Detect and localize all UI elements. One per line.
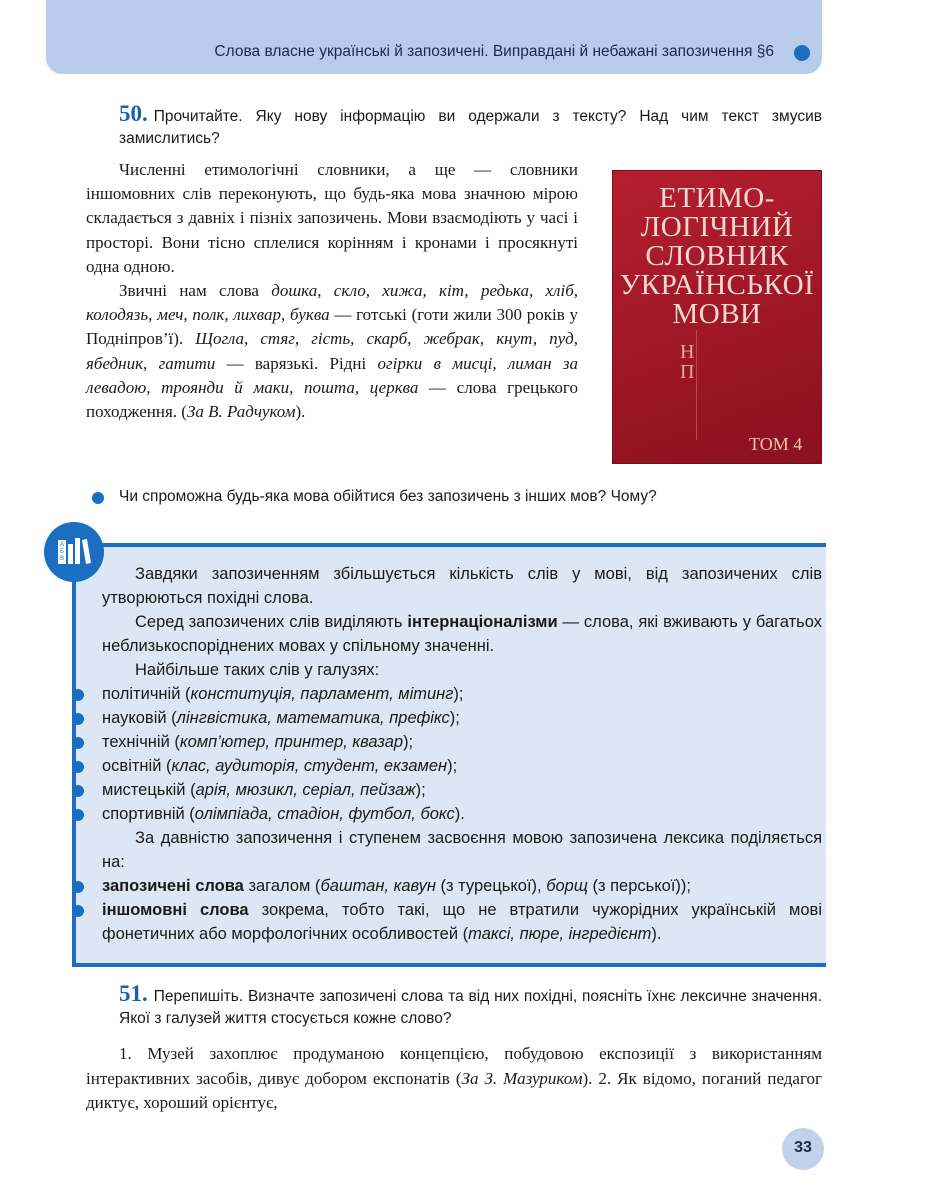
text-run: Звичні нам слова (119, 281, 272, 301)
exercise-51-instruction: Перепишіть. Визначте запозичені слова та від них похідні, поясніть їхнє лексичне значення. Якої з галузей життя стосується кожне слово? (119, 988, 822, 1027)
text-run: ); (453, 685, 464, 703)
term-internationalisms: інтернаціоналізми (407, 613, 558, 631)
exercise-50-paragraph-2 (86, 279, 578, 424)
list-item (68, 754, 822, 778)
field-name: науковій ( (102, 709, 177, 727)
theory-paragraph-3: Найбільше таких слів у галузях: (135, 661, 380, 679)
page-number: 33 (794, 1139, 812, 1156)
running-header (46, 0, 822, 74)
text-run: (з перської)); (587, 877, 691, 895)
field-name: спортивній ( (102, 805, 195, 823)
field-name: освітній ( (102, 757, 172, 775)
source-citation: За В. Радчуком (186, 402, 296, 422)
gothic-words: дошка, скло, хижа, кіт, редька, хліб, колодязь, меч, полк, лихвар, буква (86, 281, 578, 325)
books-abc-icon (44, 522, 104, 582)
fields-list (102, 682, 822, 826)
field-examples: олімпіада, стадіон, футбол, бокс (194, 805, 455, 823)
book-cover-volume: ТОМ 4 (749, 434, 803, 454)
text-run: ); (415, 781, 426, 799)
text-run: ); (449, 709, 460, 727)
term-foreign-words: іншомовні слова (102, 901, 249, 919)
list-item (68, 802, 822, 826)
text-run: ); (447, 757, 458, 775)
field-name: технічній ( (102, 733, 180, 751)
field-examples: комп’ютер, принтер, квазар (179, 733, 404, 751)
header-dot-icon (794, 45, 810, 61)
exercise-51-task (119, 983, 822, 1030)
list-item (68, 778, 822, 802)
svg-text:А: А (59, 542, 65, 548)
text-run: ). (454, 805, 465, 823)
exercise-50-paragraph-1: Численні етимологічні словники, а ще — словники іншомовних слів переконують, що будь-яка мова значною мірою складається з давніх і пізніх запозичень. Мови взаємодіють у часі і просторі. Вони тісно сплелися корінням і кронами і просякнуті одна одною. (86, 160, 578, 276)
list-item (68, 706, 822, 730)
exercise-51-text (86, 1042, 822, 1116)
field-examples: лінгвістика, математика, префікс (176, 709, 450, 727)
list-item (68, 898, 822, 946)
exercise-51-paragraph (86, 1042, 822, 1116)
list-item (68, 682, 822, 706)
text-run: — варязькі. Рідні (215, 353, 378, 373)
running-header-title: Слова власне українські й запозичені. Виправдані й небажані запозичення §6 (214, 43, 774, 60)
text-run: зокрема, тобто такі, що не втратили чужорідних українській мові фонетичних або морфологічних особливостей ( (102, 901, 822, 943)
exercise-50-task (119, 103, 822, 150)
list-item (68, 874, 822, 898)
greek-words: огірки в мисці, лиман за левадою, троянди й маки, пошта, церква (86, 353, 578, 397)
field-examples: арія, мюзикл, серіал, пейзаж (195, 781, 416, 799)
text-run: 1. Музей захоплює продуманою концепцією, побудовою експозиції з використанням інтерактивних засобів, дивує добором експонатів ( (86, 1044, 822, 1088)
field-name: мистецькій ( (102, 781, 196, 799)
theory-paragraph-2 (102, 610, 822, 658)
example-words: таксі, пюре, інгредієнт (468, 925, 652, 943)
list-item (68, 730, 822, 754)
exercise-51-number: 51. (119, 981, 148, 1006)
classification-list (102, 874, 822, 946)
text-run: ). (295, 402, 306, 422)
exercise-50-number: 50. (119, 101, 148, 126)
book-cover-line (696, 330, 697, 440)
svg-text:Б: Б (60, 549, 64, 555)
field-examples: клас, аудиторія, студент, екзамен (171, 757, 448, 775)
dictionary-book-cover-image (612, 170, 822, 464)
text-run: — готські (готи жили 300 років у Подніпров’ї). (86, 305, 578, 349)
discussion-question: Чи спроможна будь-яка мова обійтися без запозичень з інших мов? Чому? (119, 488, 657, 505)
bullet-icon (92, 492, 104, 504)
exercise-50-text (86, 158, 578, 424)
theory-paragraph-1: Завдяки запозиченням збільшується кількість слів у мові, від запозичених слів утворюються похідні слова. (102, 565, 822, 607)
field-examples: конституція, парламент, мітинг (190, 685, 454, 703)
text-run: Серед запозичених слів виділяють (135, 613, 408, 631)
text-run: ). 2. Як відомо, поганий педагог диктує, хороший орієнтує, (86, 1068, 822, 1112)
term-borrowed-words: запозичені слова (102, 877, 244, 895)
theory-paragraph-4: За давністю запозичення і ступенем засвоєння мовою запозичена лексика поділяється на: (102, 829, 822, 871)
theory-content (102, 562, 822, 946)
source-citation: За З. Мазуриком (461, 1068, 583, 1088)
text-run: (з турецької), (435, 877, 547, 895)
exercise-50-instruction: Прочитайте. Яку нову інформацію ви одержали з тексту? Над чим текст змусив замислитись? (119, 108, 822, 147)
text-run: — слова грецького походження. ( (86, 377, 578, 422)
example-words: борщ (546, 877, 588, 895)
text-run: — слова, які вживають у багатьох неблизькоспоріднених мовах у спільному значенні. (102, 613, 822, 655)
text-run: ); (403, 733, 414, 751)
varangian-words: Щогла, стяг, гість, скарб, жебрак, кнут, пуд, ябедник, гатити (86, 329, 578, 373)
example-words: баштан, кавун (320, 877, 436, 895)
text-run: ). (651, 925, 662, 943)
text-run: загалом ( (243, 877, 321, 895)
svg-text:В: В (59, 556, 65, 562)
field-name: політичній ( (102, 685, 191, 703)
book-cover-letters: Н П (680, 341, 695, 383)
book-cover-title: ЕТИМО- ЛОГІЧНИЙ СЛОВНИК УКРАЇНСЬКОЇ МОВИ (619, 182, 815, 330)
